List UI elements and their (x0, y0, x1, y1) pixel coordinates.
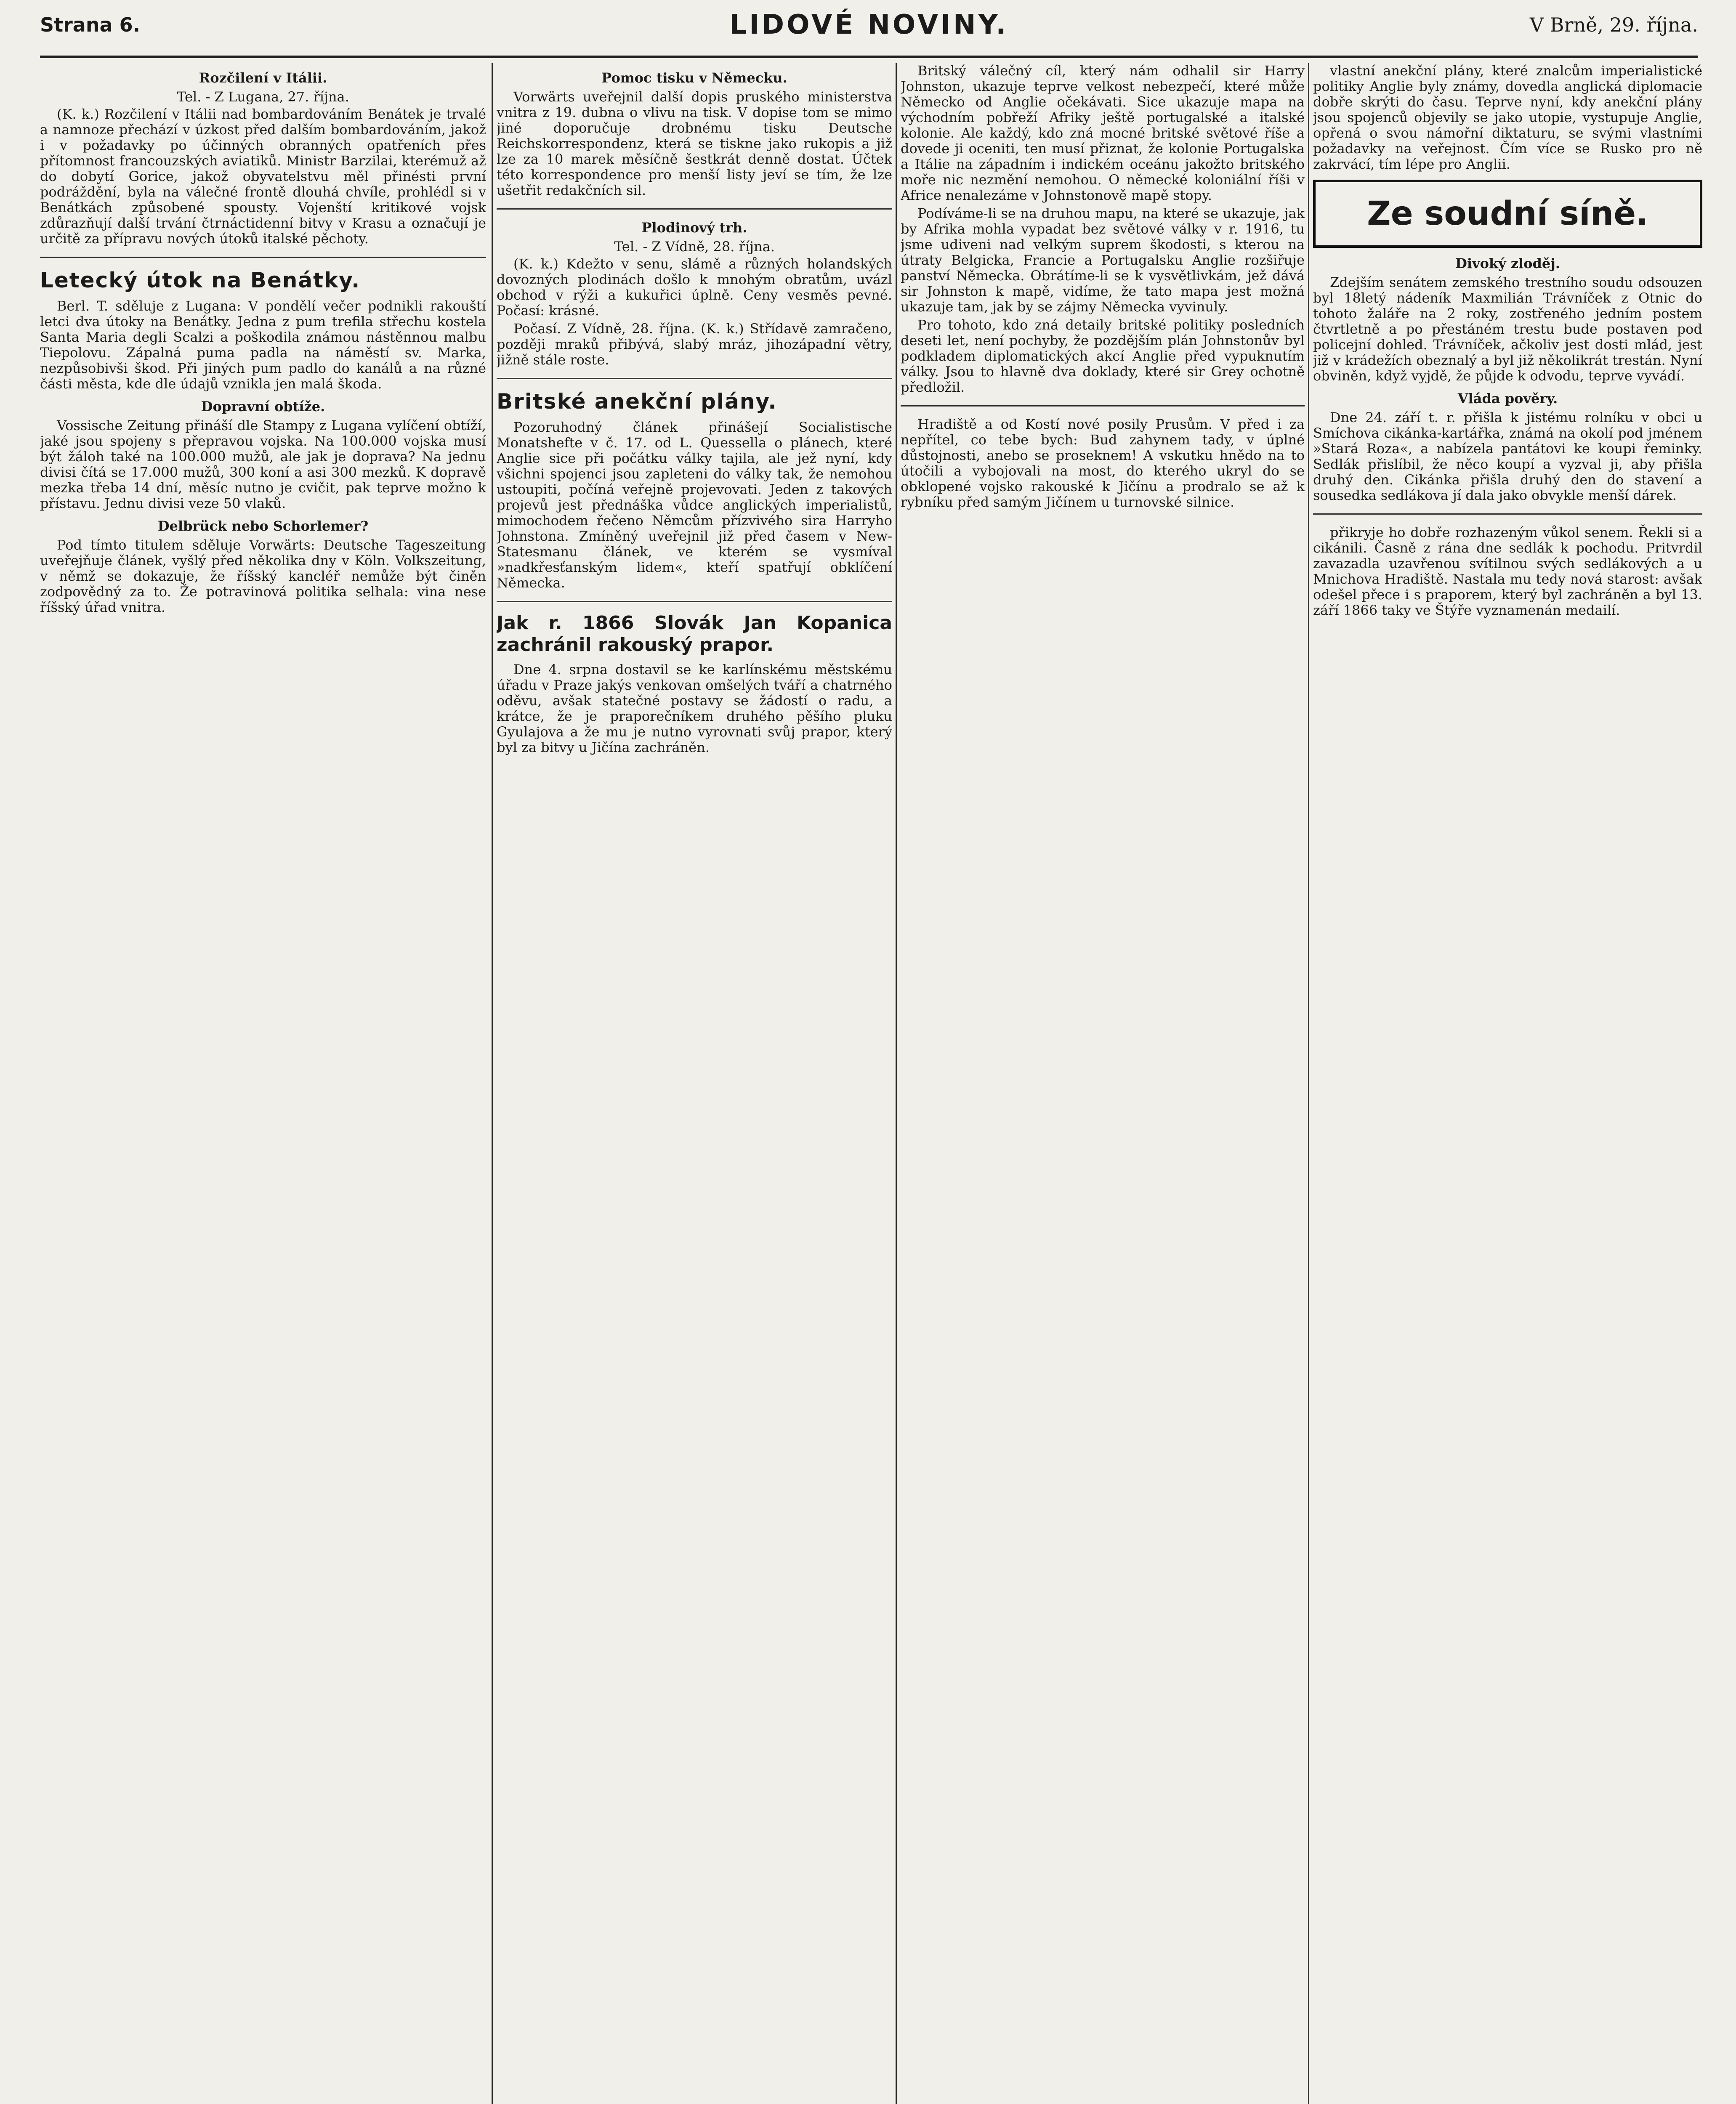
masthead: LIDOVÉ NOVINY. (729, 9, 1009, 40)
article-title: Dopravní obtíže. (201, 398, 325, 414)
article-body: (K. k.) Kdežto v senu, slámě a různých holandských dovozných plodinách došlo k mnohým obratům, uvázl obchod v rýži a kukuřici úplně. Ceny vesměs pevné. Počasí: krásné. (497, 256, 892, 319)
article-body: Dne 4. srpna dostavil se ke karlínskému městskému úřadu v Praze jakýs venkovan omšelých tváří a chatrného oděvu, avšak statečné postavy se žádostí o radu, a krátce, že je praporečníkem druhého pěšího pluku Gyulajova a že mu je nutno vyrovnati svůj prapor, který byl za bitvy u Jičína zachráněn. (497, 661, 892, 755)
article-body: Pro tohoto, kdo zná detaily britské politiky posledních deseti let, není pochyby, že pozdějším plán Johnstonův byl podkladem diplomatických akcí Anglie před vypuknutím války. Jsou to hlavně dva doklady, které sir Grey ochotně předložil. (901, 317, 1305, 395)
article-title: Rozčilení v Itálii. (199, 70, 327, 86)
article-title: Jak r. 1866 Slovák Jan Kopanica zachránil rakouský prapor. (497, 612, 892, 656)
article-title: Divoký zloděj. (1455, 255, 1560, 271)
section-divider (497, 601, 892, 602)
article-title: Plodinový trh. (641, 220, 747, 236)
column-rule (896, 63, 897, 2104)
article-body: Dne 24. září t. r. přišla k jistému rolníku v obci u Smíchova cikánka-kartářka, známá na okolí pod jménem »Stará Roza«, a nabízela pantátovi ke koupi řeminky. Sedlák přislíbil, že něco koupí a vyzval ji, aby přišla druhý den. Cikánka přišla druhý den do stavení a sousedka sedlákova jí dala jako obvykle menší dárek. (1313, 409, 1702, 503)
article-body: Pod tímto titulem sděluje Vorwärts: Deutsche Tageszeitung uveřejňuje článek, vyšlý před několika dny v Köln. Volkszeitung, v němž se dokazuje, že říšský kancléř nemůže být činěn zodpovědný za to. Že potravinová politika selhala: vina nese říšský úřad vnitra. (40, 537, 486, 615)
article-body: Vossische Zeitung přináší dle Stampy z Lugana vylíčení obtíží, jaké jsou spojeny s přepravou vojska. Na 100.000 vojska musí být žáloh také na 100.000 mužů, ale jak je doprava? Na jednu divisi čítá se 17.000 mužů, 300 koní a asi 300 mezků. K dopravě mezka třeba 14 dní, měsíc nutno je cvičit, pak teprve možno k přístavu. Jednu divisi veze 50 vlaků. (40, 417, 486, 511)
column-rule (1308, 63, 1309, 2104)
section-divider (1313, 513, 1702, 515)
article-body: Zdejším senátem zemského trestního soudu odsouzen byl 18letý nádeník Maxmilián Trávníček z Otnic do tohoto žaláře na 2 roky, zostřeného jedním postem čtvrtletně a po přestáném trestu bude postaven pod policejní dohled. Trávníček, ačkoliv jest dosti mlád, jest již v krádežích obeznalý a byl již několikrát trestán. Nyní obviněn, když vyjdě, že půjde k odvodu, teprve vyvádí. (1313, 274, 1702, 384)
article-title: Letecký útok na Benátky. (40, 268, 361, 292)
article-dateline: Tel. - Z Lugana, 27. října. (177, 89, 349, 105)
page-number: Strana 6. (40, 13, 141, 36)
section-heading: Ze soudní síně. (1313, 180, 1702, 248)
article-title: Vláda pověry. (1457, 391, 1558, 406)
section-divider (497, 378, 892, 379)
column-4 (1313, 63, 1702, 2104)
article-body: Podíváme-li se na druhou mapu, na které se ukazuje, jak by Afrika mohla vypadat bez světové války v r. 1916, tu jsme udiveni nad velkým suprem škodosti, s kterou na útraty Belgicka, Francie a Portugalsku Anglie rozšiřuje panství Německa. Obrátíme-li se k vysvětlivkám, jež dává sir Johnston k mapě, vidíme, že tato mapa jest možná ukazuje tam, jak by se zájmy Německa vyvinuly. (901, 205, 1305, 315)
article-dateline: Tel. - Z Vídně, 28. října. (614, 239, 775, 255)
article-title: Delbrück nebo Schorlemer? (157, 518, 369, 534)
page-header (40, 9, 1698, 58)
column-rule (492, 63, 493, 2104)
column-3 (901, 63, 1305, 2104)
weather-report: Počasí. Z Vídně, 28. října. (K. k.) Střídavě zamračeno, později mraků přibývá, slabý mráz, jihozápadní větry, jižně stále roste. (497, 321, 892, 368)
article-title: Britské anekční plány. (497, 389, 777, 414)
article-body: Berl. T. sděluje z Lugana: V pondělí večer podnikli rakouští letci dva útoky na Benátky. Jedna z pum trefila střechu kostela Santa Maria degli Scalzi a poškodila známou nástěnnou malbu Tiepolovu. Zápalná puma padla na náměstí sv. Marka, nezpůsobivši škod. Při jiných pum padlo do kanálů a na různé části města, kde dle údajů vznikla jen malá škoda. (40, 298, 486, 392)
section-divider (497, 208, 892, 210)
section-divider (40, 257, 486, 258)
article-body: Pozoruhodný článek přinášejí Socialistische Monatshefte v č. 17. od L. Quessella o plánech, které Anglie sice při počátku války tajila, ale jež nyní, kdy všichni spojenci jsou zapleteni do války tak, že nemohou ustoupiti, počíná veřejně projevovati. Jeden z takových projevů jest přednáška vůdce anglických imperialistů, mimochodem řečeno Němcům přízvivého sira Harryho Johnstona. Zmíněný uveřejnil již před časem v New-Statesmanu článek, ve kterém se vysmíval »nadkřesťanským lidem«, kteří spatřují obklíčení Německa. (497, 419, 892, 591)
article-body: Britský válečný cíl, který nám odhalil sir Harry Johnston, ukazuje teprve velkost nebezpečí, které může Německo od Anglie očekávati. Sice ukazuje mapa na východním pobřeží Afriky ještě portugalské a italské kolonie. Ale každý, kdo zná mocné britské světové říše a dovede ji oceniti, ten musí přiznat, že kolonie Portugalska a Itálie na západním i indickém oceánu jakožto britského moře nic nezmění nemohou. O německé koloniální říši v Africe nenalezáme v Johnstonově mapě stopy. (901, 63, 1305, 203)
column-1 (40, 63, 486, 2104)
article-body: (K. k.) Rozčilení v Itálii nad bombardováním Benátek je trvalé a namnoze přechází v úzkost před dalším bombardováním, jakož i v požadavky po účinných obranných opatřeních přes přítomnost francouzských aviatiků. Ministr Barzilai, kterémuž až do dobytí Gorice, jakož obyvatelstvu měl přinésti první podráždění, byla na válečné frontě dlouhá chvíle, prohlédl si v Benátkách způsobené spousty. Vojenští kritikové vojsk zdůrazňují další trvání čtrnáctidenní bitvy v Krasu a označují je určitě za přípravu nových útoků italské pěchoty. (40, 106, 486, 247)
column-2 (497, 63, 892, 2104)
article-title: Pomoc tisku v Německu. (601, 70, 787, 86)
article-body: Vorwärts uveřejnil další dopis pruského ministerstva vnitra z 19. dubna o vlivu na tisk. V dopise tom se mimo jiné doporučuje drobnému tisku Deutsche Reichskorrespondenz, která se tiskne jako rukopis a již lze za 10 marek měsíčně šestkrát denně dostat. Účtek této korrespondence pro menší listy jeví se tím, že lze ušetřit redakčních sil. (497, 89, 892, 198)
article-body: přikryje ho dobře rozhazeným vůkol senem. Řekli si a cikánili. Časně z rána dne sedlák k pochodu. Pritvrdil zavazadla uzavřenou svítilnou svých sedlákových a u Mnichova Hradiště. Nastala mu tedy nová starost: avšak odešel přece i s praporem, který byl zachráněn a byl 13. září 1866 taky ve Štýře vyznamenán medailí. (1313, 524, 1702, 618)
article-body: Hradiště a od Kostí nové posily Prusům. V před i za nepřítel, co tebe bych: Bud zahynem tady, v úplné důstojnosti, anebo se proseknem! A vskutku hnědo na to útočili a vybojovali na most, do kterého ukryl do se obklopené vojsko rakouské k Jičínu a prodralo se až k rybníku před samým Jičínem u turnovské silnice. (901, 416, 1305, 510)
article-body: vlastní anekční plány, které znalcům imperialistické politiky Anglie byly známy, dovedla anglická diplomacie dobře skrýti do času. Teprve nyní, kdy anekční plány jsou spojenců objevily se jako utopie, vystupuje Anglie, opřená o svou námořní diktaturu, se svými vlastními požadavky na veřejnost. Čím více se Rusko pro ně zakrvácí, tím lépe pro Anglii. (1313, 63, 1702, 172)
section-divider (901, 405, 1305, 406)
issue-date: V Brně, 29. října. (1529, 13, 1698, 36)
